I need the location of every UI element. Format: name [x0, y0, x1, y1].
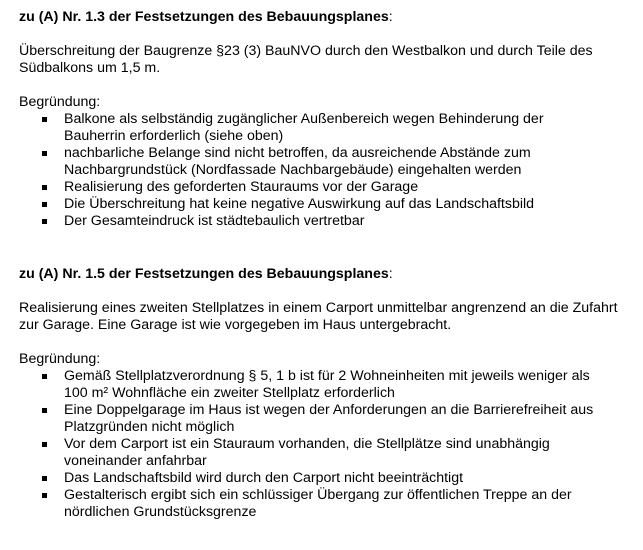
list-item-line: Gemäß Stellplatzverordnung § 5, 1 b ist für 2 Wohneinheiten mit jeweils weniger als: [64, 368, 590, 384]
list-item-line: nachbarliche Belange sind nicht betroffen, da ausreichende Abstände zum: [64, 145, 531, 161]
square-bullet-icon: [42, 117, 47, 122]
section-heading: [19, 266, 619, 283]
list-item-line: Der Gesamteindruck ist städtebaulich vertretbar: [64, 213, 365, 229]
list-item-line: voneinander anfahrbar: [64, 453, 207, 469]
list-item-line: Platzgründen nicht möglich: [64, 419, 235, 435]
reason-label: Begründung:: [19, 94, 101, 110]
square-bullet-icon: [42, 202, 47, 207]
square-bullet-icon: [42, 476, 47, 481]
list-item: [19, 487, 619, 521]
list-item-line: Balkone als selbständig zugänglicher Außenbereich wegen Behinderung der: [64, 111, 544, 127]
square-bullet-icon: [42, 185, 47, 190]
list-item: [19, 179, 619, 196]
square-bullet-icon: [42, 493, 47, 498]
reason-list: [19, 111, 619, 230]
square-bullet-icon: [42, 408, 47, 413]
reason-label: Begründung:: [19, 351, 101, 367]
list-item-line: Das Landschaftsbild wird durch den Carport nicht beeinträchtigt: [64, 470, 464, 486]
list-item: [19, 368, 619, 402]
list-item: [19, 196, 619, 213]
list-item-line: Vor dem Carport ist ein Stauraum vorhanden, die Stellplätze sind unabhängig: [64, 436, 550, 452]
list-item-line: Bauherrin erforderlich (siehe oben): [64, 128, 284, 144]
reason-list: [19, 368, 619, 521]
list-item-line: 100 m² Wohnfläche ein zweiter Stellplatz erforderlich: [64, 385, 395, 401]
list-item: [19, 436, 619, 470]
section-heading-title: zu (A) Nr. 1.5 der Festsetzungen des Bebauungsplanes: [19, 266, 389, 282]
square-bullet-icon: [42, 219, 47, 224]
list-item: [19, 145, 619, 179]
list-item: [19, 213, 619, 230]
list-item-line: Gestalterisch ergibt sich ein schlüssiger Übergang zur öffentlichen Treppe an der: [64, 487, 572, 503]
section-heading: [19, 9, 619, 26]
section-heading-colon: :: [388, 266, 393, 282]
list-item-line: nördlichen Grundstücksgrenze: [64, 504, 257, 520]
list-item-line: Eine Doppelgarage im Haus ist wegen der Anforderungen an die Barrierefreiheit aus: [64, 402, 594, 418]
section-heading-title: zu (A) Nr. 1.3 der Festsetzungen des Bebauungsplanes: [19, 9, 389, 25]
section-paragraph: Realisierung eines zweiten Stellplatzes in einem Carport unmittelbar angrenzend an die Zufahrt zur Garage. Eine Garage ist wie vorgegeben im Haus untergebracht.: [19, 300, 618, 333]
section-1-5: [19, 266, 619, 521]
list-item-line: Die Überschreitung hat keine negative Auswirkung auf das Landschaftsbild: [64, 196, 535, 212]
list-item: [19, 111, 619, 145]
list-item: [19, 470, 619, 487]
section-1-3: [19, 9, 619, 230]
square-bullet-icon: [42, 151, 47, 156]
list-item-line: Realisierung des geforderten Stauraums vor der Garage: [64, 179, 419, 195]
list-item: [19, 402, 619, 436]
square-bullet-icon: [42, 374, 47, 379]
list-item-line: Nachbargrundstück (Nordfassade Nachbargebäude) eingehalten werden: [64, 162, 522, 178]
square-bullet-icon: [42, 442, 47, 447]
section-paragraph: Überschreitung der Baugrenze §23 (3) BauNVO durch den Westbalkon und durch Teile des Südbalkons um 1,5 m.: [19, 43, 593, 76]
section-heading-colon: :: [388, 9, 393, 25]
